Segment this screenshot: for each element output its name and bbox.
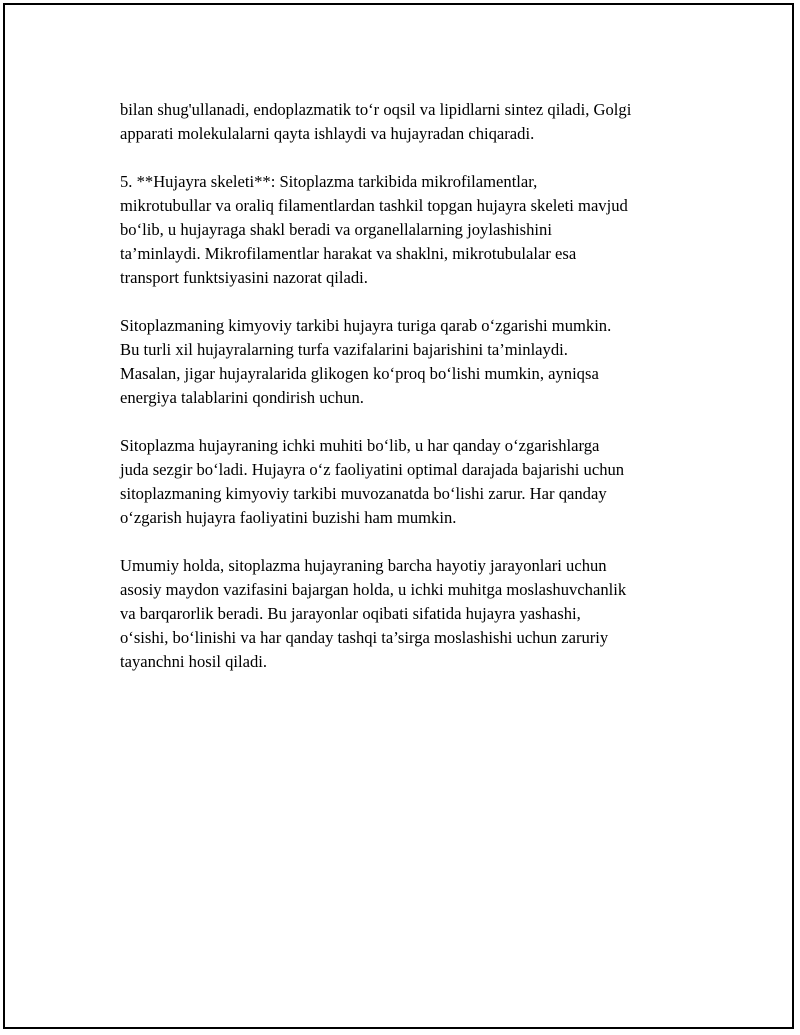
text-line: va barqarorlik beradi. Bu jarayonlar oqibati sifatida hujayra yashashi, [120,604,581,623]
text-line: o‘zgarish hujayra faoliyatini buzishi ham mumkin. [120,508,457,527]
text-line: Sitoplazma hujayraning ichki muhiti bo‘lib, u har qanday o‘zgarishlarga [120,436,600,455]
paragraph-internal-environment [120,434,710,530]
text-line: transport funktsiyasini nazorat qiladi. [120,268,368,287]
document-page [3,3,794,1029]
paragraph-organelles-continued [120,98,710,146]
text-line: tayanchni hosil qiladi. [120,652,268,671]
text-line: bilan shug'ullanadi, endoplazmatik to‘r oqsil va lipidlarni sintez qiladi, Golgi [120,100,632,119]
text-line: bo‘lib, u hujayraga shakl beradi va organellalarning joylashishini [120,220,552,239]
text-line: Sitoplazmaning kimyoviy tarkibi hujayra turiga qarab o‘zgarishi mumkin. [120,316,612,335]
text-line: juda sezgir bo‘ladi. Hujayra o‘z faoliyatini optimal darajada bajarishi uchun [120,460,625,479]
text-line: 5. **Hujayra skeleti**: Sitoplazma tarkibida mikrofilamentlar, [120,172,538,191]
document-body [120,98,710,698]
text-line: Masalan, jigar hujayralarida glikogen ko‘proq bo‘lishi mumkin, ayniqsa [120,364,599,383]
text-line: energiya talablarini qondirish uchun. [120,388,364,407]
paragraph-summary [120,554,710,674]
text-line: asosiy maydon vazifasini bajargan holda, u ichki muhitga moslashuvchanlik [120,580,627,599]
paragraph-cytoskeleton [120,170,710,290]
paragraph-chemical-composition [120,314,710,410]
text-line: Umumiy holda, sitoplazma hujayraning barcha hayotiy jarayonlari uchun [120,556,607,575]
text-line: sitoplazmaning kimyoviy tarkibi muvozanatda bo‘lishi zarur. Har qanday [120,484,607,503]
text-line: mikrotubullar va oraliq filamentlardan tashkil topgan hujayra skeleti mavjud [120,196,628,215]
text-line: ta’minlaydi. Mikrofilamentlar harakat va shaklni, mikrotubulalar esa [120,244,577,263]
text-line: Bu turli xil hujayralarning turfa vazifalarini bajarishini ta’minlaydi. [120,340,568,359]
text-line: o‘sishi, bo‘linishi va har qanday tashqi ta’sirga moslashishi uchun zaruriy [120,628,609,647]
text-line: apparati molekulalarni qayta ishlaydi va hujayradan chiqaradi. [120,124,535,143]
